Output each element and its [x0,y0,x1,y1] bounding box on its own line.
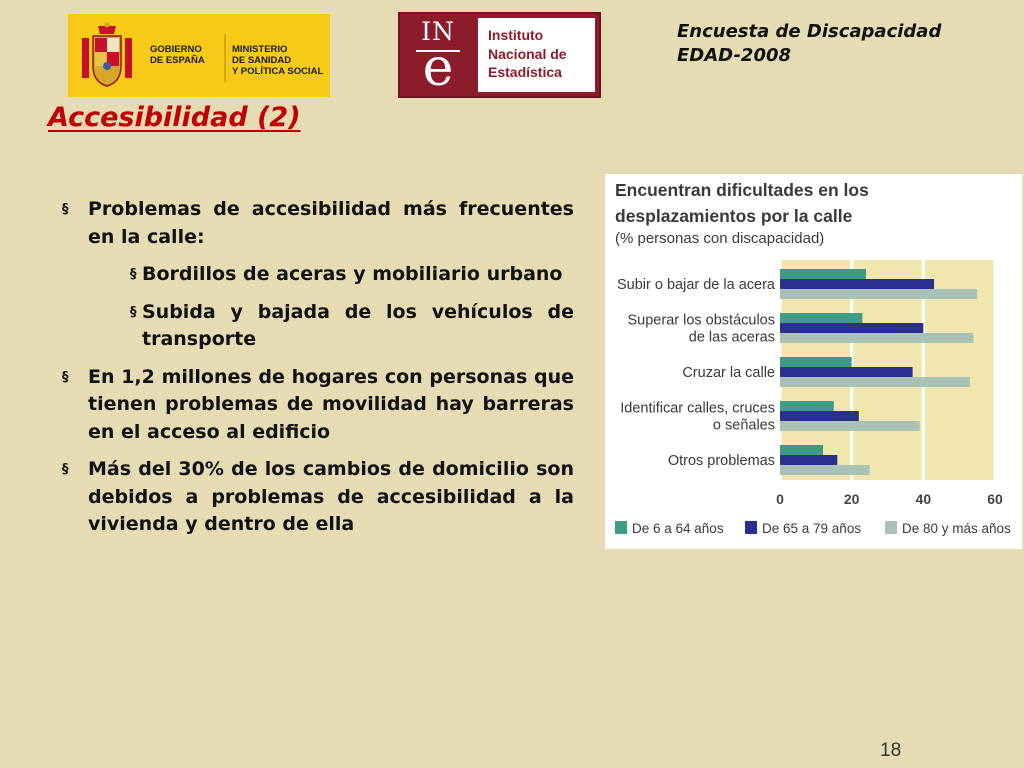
chart-title-line-2: desplazamientos por la calle [615,206,853,226]
category-label: Identificar calles, cruces [620,400,775,417]
category-label: de las aceras [688,329,775,346]
x-tick-label: 20 [843,491,860,507]
bar [780,445,823,455]
ministry-line-1: MINISTERIO [232,44,288,55]
category-label: Superar los obstáculos [627,312,775,329]
bullet-item [62,364,574,447]
bar [780,313,862,323]
category-label: Subir o bajar de la acera [617,277,775,293]
bar [780,421,920,431]
bar [780,333,974,343]
page-number: 18 [880,740,902,761]
ine-line-1: Instituto [488,27,544,43]
bullet-list [62,196,574,549]
x-tick-label: 40 [915,491,932,507]
bar [780,289,977,299]
bar [780,357,852,367]
bullet-text: Problemas de accesibilidad más frecuentes en la calle: [88,198,574,248]
chart-subtitle: (% personas con discapacidad) [615,230,825,247]
ine-line-3: Estadística [488,64,562,80]
ine-mark-bottom: e [422,38,454,98]
sub-bullet-item [62,261,574,289]
ine-name-panel [478,18,595,92]
ine-logo [398,12,601,98]
sub-bullet-text: Subida y bajada de los vehículos de transporte [142,300,574,350]
logo-divider [224,34,226,82]
sub-bullet-text: Bordillos de aceras y mobiliario urbano [142,263,563,285]
bullet-marker: § [130,304,137,320]
survey-name [677,20,997,68]
ministry-line-3: Y POLÍTICA SOCIAL [232,66,324,77]
category-label: o señales [712,417,775,434]
legend-swatch [745,521,757,534]
bar [780,455,837,465]
bar [780,401,834,411]
bar [780,465,870,475]
bullet-text: En 1,2 millones de hogares con personas que tienen problemas de movilidad hay barreras en el acceso al edificio [88,365,574,443]
ine-mark-top: IN [421,17,455,46]
bullet-item [62,196,574,251]
gov-line-2: DE ESPAÑA [150,55,205,66]
bullet-marker: § [62,202,69,217]
bar [780,323,923,333]
x-tick-label: 0 [776,491,784,507]
gov-line-1: GOBIERNO [150,44,202,55]
survey-line-1: Encuesta de Discapacidad [677,21,942,42]
coat-of-arms-icon [78,22,136,90]
legend-swatch [615,521,627,534]
legend-label: De 65 a 79 años [762,521,862,536]
chart-panel [605,174,1022,549]
x-tick-label: 60 [987,491,1003,507]
bullet-marker: § [62,369,69,385]
ine-line-2: Nacional de [488,45,567,62]
bar [780,411,859,421]
bullet-marker: § [130,267,137,282]
bar [780,377,970,387]
legend-label: De 6 a 64 años [632,521,724,536]
bar [780,279,934,289]
bar [780,269,866,279]
bar-chart [605,174,1022,549]
category-label: Otros problemas [667,453,775,469]
gobierno-de-espana-logo [68,14,330,97]
sub-bullet-item [62,299,574,354]
ministry-line-2: DE SANIDAD [232,55,292,66]
bullet-marker: § [62,462,69,477]
slide-title: Accesibilidad (2) [48,102,301,133]
ine-mark [402,16,474,98]
bullet-item [62,456,574,539]
legend-label: De 80 y más años [902,521,1011,536]
bar [780,367,913,377]
chart-title-line-1: Encuentran dificultades en los [615,180,869,200]
category-label: Cruzar la calle [682,365,775,381]
bullet-text: Más del 30% de los cambios de domicilio son debidos a problemas de accesibilidad a la vivienda y dentro de ella [88,458,574,535]
survey-line-2: EDAD-2008 [677,45,792,66]
legend-swatch [885,521,897,534]
